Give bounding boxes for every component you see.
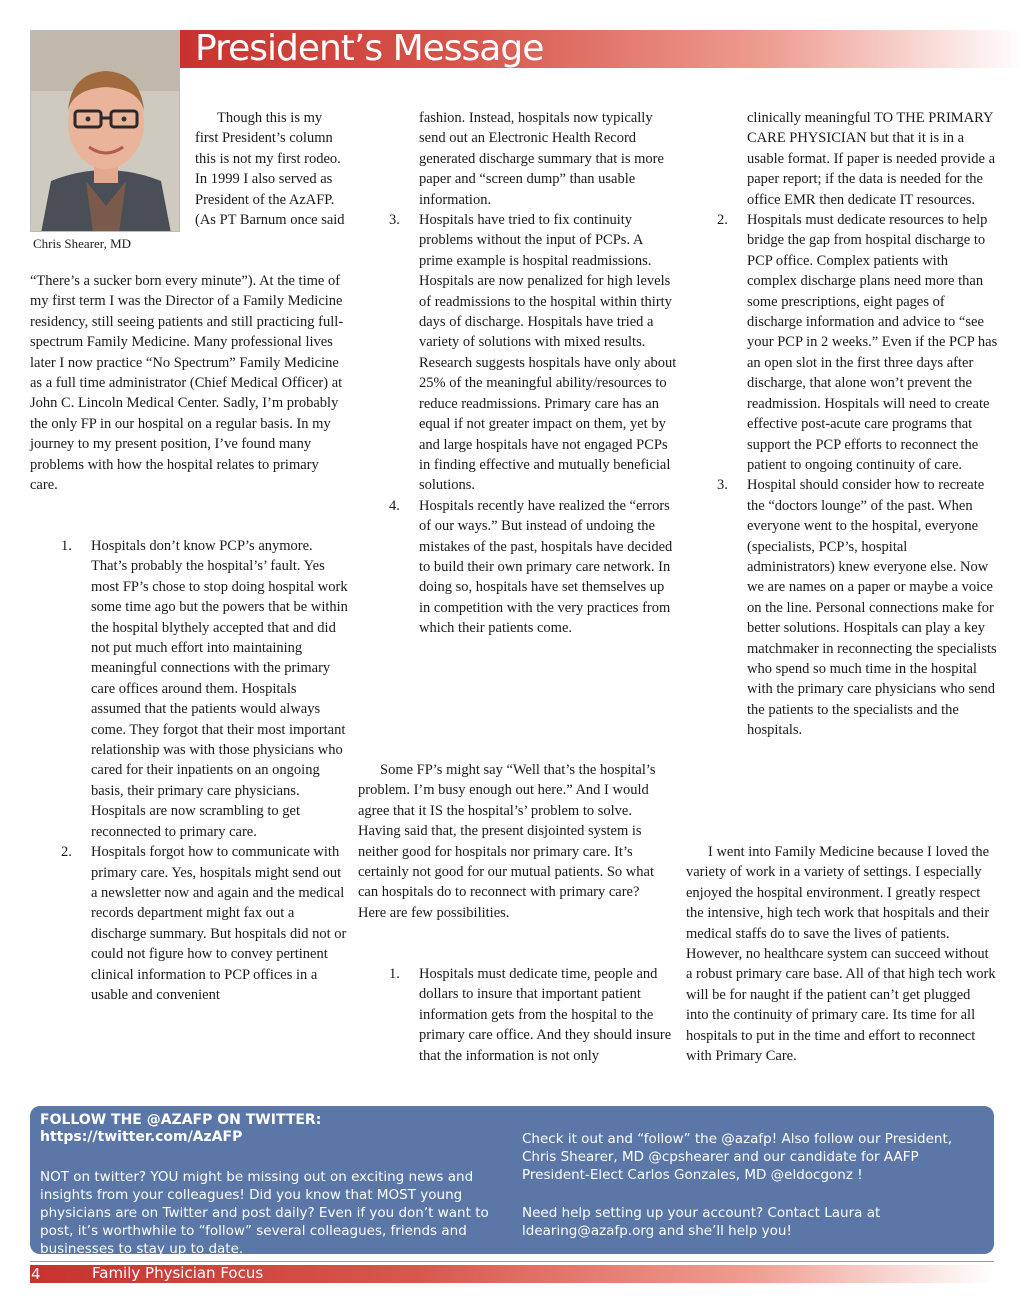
list-item-text: Hospitals must dedicate resources to help bridge the gap from hospital discharge to PCP office. Complex patients with complex discharge plans need more than some prescriptions, eight pages of discharge information and advice to “see your PCP in 2 weeks.” Even if the PCP has an open slot in the first three days after discharge, that alone won’t prevent the readmission. Hospitals will need to create effective post-acute care programs that support the PCP efforts to reconnect the patient to ongoing continuity of care.	[747, 212, 998, 473]
intro-paragraph-continued: “There’s a sucker born every minute”). At the time of my first term I was the Director of a Family Medicine residency, still seeing patients and still practicing full-spectrum Family Medicine. Many professional lives later I now practice “No Spectrum” Family Medicine as a full time administrator (Chief Medical Officer) at John C. Lincoln Medical Center. Sadly, I’m probably the only FP in our hospital on a regular basis. In my journey to my present position, I’ve found many problems with how the hospital relates to primary care.	[30, 273, 344, 494]
footer-divider	[30, 1261, 994, 1262]
list-item	[686, 475, 998, 740]
page-number: 4	[31, 1265, 41, 1283]
list-item-text: clinically meaningful TO THE PRIMARY CARE PHYSICIAN but that it is in a usable format. If paper is needed provide a paper report; if the data is needed for the office EMR then dedicate IT resources.	[747, 110, 996, 208]
list-number: 3.	[389, 212, 400, 229]
closing-paragraph: I went into Family Medicine because I loved the variety of work in a variety of settings. I especially enjoyed the hospital environment. I greatly respect the intensive, high tech work that hospitals and their medical staffs do to save the lives of patients. However, no healthcare system can succeed without a robust primary care base. All of that high tech work will be for naught if the patient can’t get plugged into the continuity of primary care. Its time for all hospitals to put in the time and effort to reconnect with Primary Care.	[686, 844, 996, 1065]
twitter-heading-text: FOLLOW THE @AZAFP ON TWITTER:	[40, 1112, 322, 1128]
solutions-list-continued	[686, 108, 998, 741]
intro-paragraph: Though this is my first President’s column this is not my first rodeo. In 1999 I also served as President of the AzAFP. (As PT Barnum once said	[195, 110, 345, 229]
twitter-heading	[40, 1112, 321, 1146]
body-paragraph: Some FP’s might say “Well that’s the hospital’s problem. I’m busy enough out here.” And I would agree that it IS the hospital’s’ problem to solve. Having said that, the present disjointed system is neither good for hospitals nor primary care. It’s certainly not good for our mutual patients. So what can hospitals do to reconnect with primary care? Here are few possibilities.	[358, 762, 656, 921]
list-number: 1.	[61, 538, 72, 554]
list-item	[358, 108, 678, 210]
list-number: 1.	[389, 966, 400, 982]
problems-list	[30, 536, 350, 1005]
publication-name: Family Physician Focus	[92, 1264, 264, 1282]
list-item	[686, 108, 998, 210]
list-item-text: Hospital should consider how to recreate the “doctors lounge” of the past. When everyone went to the hospital, everyone (specialists, PCP’s, hospital administrators) knew everyone else. Now we are names on a paper or maybe a voice on the line. Personal connections make for better solutions. Hospitals can play a key matchmaker in reconnecting the specialists who spend so much time in the hospital with the primary care physicians who send the patients to the specialists and the hospitals.	[747, 477, 997, 739]
twitter-url-link[interactable]: https://twitter.com/AzAFP	[40, 1129, 243, 1145]
page-title: President’s Message	[195, 28, 544, 69]
list-number: 3.	[717, 477, 728, 494]
list-item-text: fashion. Instead, hospitals now typically send out an Electronic Health Record generated discharge summary that is more paper and “screen dump” than usable information.	[419, 110, 664, 208]
list-item-text: Hospitals don’t know PCP’s anymore. That’s probably the hospital’s’ fault. Yes most FP’s chose to stop doing hospital work some time ago but the powers that be within the hospital blythely accepted that and did not put much effort into maintaining meaningful connections with the primary care offices around them. Hospitals assumed that the patients would always come. They forgot that their most important relationship was with those physicians who cared for their inpatients on an ongoing basis, their primary care physicians. Hospitals are now scrambling to get reconnected to primary care.	[91, 538, 348, 840]
list-item	[686, 210, 998, 475]
solutions-list	[358, 964, 678, 1066]
list-item	[358, 496, 678, 639]
list-number: 2.	[717, 212, 728, 229]
twitter-promo-box	[30, 1106, 994, 1257]
list-item-text: Hospitals must dedicate time, people and dollars to insure that important patient information gets from the hospital to the primary care office. And they should insure that the information is not only	[419, 966, 672, 1064]
author-photo	[30, 30, 180, 232]
photo-caption: Chris Shearer, MD	[33, 236, 132, 251]
list-item-text: Hospitals recently have realized the “errors of our ways.” But instead of undoing the mistakes of the past, hospitals have decided to build their own primary care network. In doing so, hospitals have set themselves up in competition with the very practices from which their patients come.	[419, 497, 673, 637]
list-item	[358, 964, 678, 1066]
twitter-help-text: Need help setting up your account? Contact Laura at ldearing@azafp.org and she’ll help you!	[522, 1205, 881, 1239]
list-item	[30, 842, 350, 1005]
twitter-right-text: Check it out and “follow” the @azafp! Also follow our President, Chris Shearer, MD @cpshearer and our candidate for AAFP President-Elect Carlos Gonzales, MD @eldocgonz !	[522, 1131, 953, 1183]
list-item	[358, 210, 678, 496]
list-number: 2.	[61, 844, 72, 861]
list-number: 4.	[389, 497, 400, 514]
list-item	[30, 536, 350, 842]
list-item-text: Hospitals forgot how to communicate with primary care. Yes, hospitals might send out a newsletter now and again and the medical records department might fax out a discharge summary. But hospitals did not or could not figure how to convey pertinent clinical information to PCP offices in a usable and convenient	[91, 844, 347, 1003]
list-item-text: Hospitals have tried to fix continuity problems without the input of PCPs. A prime example is hospital readmissions. Hospitals are now penalized for high levels of readmissions to the hospital within thirty days of discharge. Hospitals have tried a variety of solutions with mixed results. Research suggests hospitals have only about 25% of the meaningful ability/resources to reduce readmissions. Primary care has an equal if not greater impact on them, yet by and large hospitals have not engaged PCPs in finding effective and mutually beneficial solutions.	[419, 212, 677, 494]
problems-list-continued	[358, 108, 678, 639]
twitter-left-text: NOT on twitter? YOU might be missing out on exciting news and insights from your colleagues! Did you know that MOST young physicians are on Twitter and post daily? Even if you don’t want to post, it’s worthwhile to “follow” several colleagues, friends and businesses to stay up to date.	[40, 1169, 489, 1257]
